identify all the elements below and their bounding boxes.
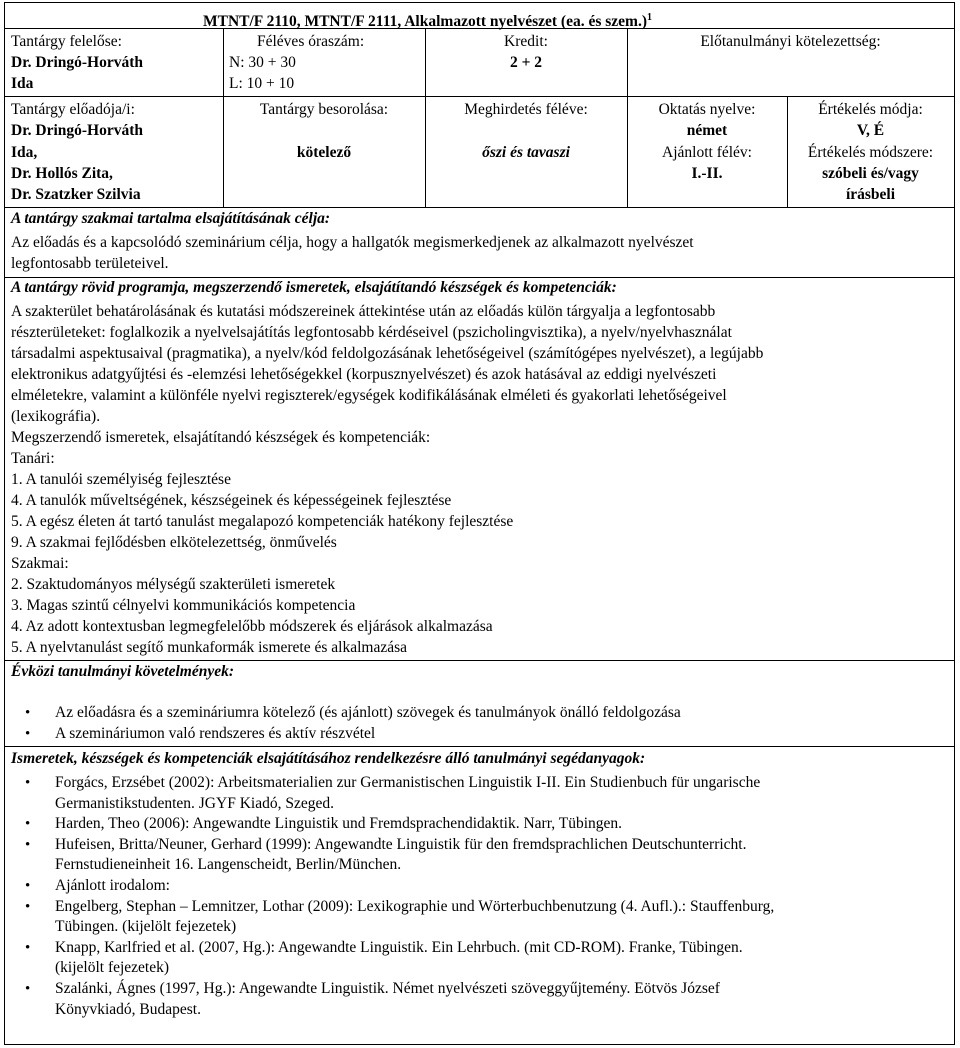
- szakmai-item-3: 4. Az adott kontextusban legmegfelelőbb módszerek és eljárások alkalmazása: [11, 618, 493, 635]
- list-item: [5, 938, 949, 979]
- besorolas-label: Tantárgy besorolása:: [259, 101, 389, 118]
- szakmai-item-2: 3. Magas szintű célnyelvi kommunikációs kompetencia: [11, 597, 356, 614]
- program-line-2: részterületeket: foglalkozik a nyelvelsajátítás legfontosabb kérdéseivel (pszicholingvisztika), a nyelv/nyelvhasználat: [11, 324, 732, 341]
- divider: [5, 96, 954, 97]
- evkozi-item-1: Az előadásra és a szemináriumra kötelező (és ajánlott) szövegek és tanulmányok önálló feldolgozása: [55, 704, 681, 721]
- eloado-label: Tantárgy előadója/i:: [11, 101, 135, 118]
- divider: [5, 746, 954, 747]
- program-line-1: A szakterület behatárolásának és kutatási módszereinek áttekintése után az előadás külön tárgyalja a legfontosabb: [11, 303, 716, 320]
- ajanlott-label: Ajánlott félév:: [662, 144, 752, 161]
- celja-line-2: legfontosabb területeivel.: [11, 255, 169, 272]
- eloado-line-3: Dr. Hollós Zita,: [11, 165, 113, 182]
- ref-line: (kijelölt fejezetek): [55, 959, 170, 977]
- tanari-item-3: 5. A egész életen át tartó tanulást megalapozó kompetenciák hatékony fejlesztése: [11, 513, 514, 530]
- tanari-item-2: 4. A tanulók műveltségének, készségeinek és képességeinek fejlesztése: [11, 492, 452, 509]
- tanari-item-4: 9. A szakmai fejlődésben elkötelezettség, önművelés: [11, 534, 337, 551]
- celja-line-1: Az előadás és a kapcsolódó szeminárium célja, hogy a hallgatók megismerkedjenek az alkalmazott nyelvészet: [11, 234, 694, 251]
- oktatas-value: német: [686, 122, 728, 139]
- bullet-icon: •: [25, 898, 31, 915]
- ref-line: Könyvkiadó, Budapest.: [55, 1000, 201, 1018]
- felelos-label: Tantárgy felelőse:: [11, 33, 122, 50]
- eloado-line-4: Dr. Szatzker Szilvia: [11, 186, 141, 203]
- list-item: [5, 724, 949, 745]
- celja-heading: A tantárgy szakmai tartalma elsajátításának célja:: [11, 210, 331, 227]
- ref-line: Szalánki, Ágnes (1997, Hg.): Angewandte Linguistik. Német nyelvészeti szöveggyűjtemény. Eötvös József: [55, 979, 720, 997]
- besorolas-value: kötelező: [296, 144, 352, 161]
- program-line-3: társadalmi aspektusaival (pragmatika), a nyelv/kód feldolgozásának lehetőségeivel (számítógépes nyelvészet), a legújabb: [11, 345, 764, 362]
- segedanyagok-list: [5, 773, 949, 1020]
- bullet-icon: •: [25, 816, 31, 833]
- bullet-icon: •: [25, 877, 31, 894]
- bullet-icon: •: [25, 705, 31, 721]
- list-item: [5, 897, 949, 938]
- ertekeles-modszere-label: Értékelés módszere:: [807, 144, 934, 161]
- ref-line: Ajánlott irodalom:: [55, 876, 170, 894]
- ajanlott-value: I.-II.: [691, 165, 723, 182]
- ref-line: Forgács, Erzsébet (2002): Arbeitsmaterialien zur Germanistischen Linguistik I-II. Ein Studienbuch für ungarische: [55, 774, 761, 791]
- ref-line: Harden, Theo (2006): Angewandte Linguistik und Fremdsprachendidaktik. Narr, Tübingen.: [55, 815, 623, 833]
- oraszam-label: Féléves óraszám:: [257, 33, 365, 50]
- szakmai-item-1: 2. Szaktudományos mélységű szakterületi ismeretek: [11, 576, 336, 593]
- ref-line: Germanistikstudenten. JGYF Kiadó, Szeged.: [55, 794, 334, 812]
- szakmai-item-4: 5. A nyelvtanulást segítő munkaformák ismerete és alkalmazása: [11, 639, 407, 656]
- course-title-text: MTNT/F 2110, MTNT/F 2111, Alkalmazott nyelvészet (ea. és szem.): [203, 13, 647, 31]
- bullet-icon: •: [25, 775, 31, 791]
- ref-line: Hufeisen, Britta/Neuner, Gerhard (1999): Angewandte Linguistik für den fremdsprachlichen Deutschunterricht.: [55, 835, 747, 853]
- course-title-footnote: 1: [646, 12, 652, 23]
- kompetencia-heading: Megszerzendő ismeretek, elsajátítandó készségek és kompetenciák:: [11, 429, 431, 446]
- ref-line: Engelberg, Stephan – Lemnitzer, Lothar (2009): Lexikographie und Wörterbuchbenutzung (4. Aufl.).: Stauffenburg,: [55, 897, 775, 915]
- meghirdetes-value: őszi és tavaszi: [482, 144, 570, 161]
- eloado-line-1: Dr. Dringó-Horváth: [11, 122, 144, 139]
- evkozi-item-2: A szemináriumon való rendszeres és aktív részvétel: [55, 724, 376, 742]
- oktatas-label: Oktatás nyelve:: [658, 101, 756, 118]
- kredit-label: Kredit:: [504, 33, 548, 50]
- ref-line: Knapp, Karlfried et al. (2007, Hg.): Angewandte Linguistik. Ein Lehrbuch. (mit CD-ROM). Franke, Tübingen.: [55, 938, 743, 956]
- program-line-4: elektronikus adatgyűjtési és -elemzési lehetőségekkel (korpusznyelvészet) és azok hatásával az eddigi nyelvészeti: [11, 366, 717, 383]
- bullet-icon: •: [25, 980, 31, 997]
- program-line-5: elméletekre, valamint a különféle nyelvi regiszterek/egységek kodifikálásának elméleti és gyakorlati lehetőségeivel: [11, 387, 727, 404]
- meghirdetes-label: Meghirdetés féléve:: [464, 101, 588, 118]
- ertekeles-modja-value: V, É: [856, 122, 885, 139]
- tanari-item-1: 1. A tanulói személyiség fejlesztése: [11, 471, 231, 488]
- tanari-label: Tanári:: [11, 450, 55, 467]
- eloado-line-2: Ida,: [11, 144, 38, 161]
- felelos-name-line2: Ida: [11, 75, 34, 92]
- divider: [5, 660, 954, 661]
- bullet-icon: •: [25, 836, 31, 853]
- list-item: [5, 876, 949, 897]
- program-line-6: (lexikográfia).: [11, 408, 101, 425]
- ertekeles-modja-label: Értékelés módja:: [818, 101, 923, 118]
- ref-line: Tübingen. (kijelölt fejezetek): [55, 918, 237, 936]
- list-item: [5, 814, 949, 835]
- list-item: [5, 773, 949, 814]
- elotanulmanyi-label: Előtanulmányi kötelezettség:: [700, 33, 881, 50]
- divider: [223, 28, 224, 96]
- program-heading: A tantárgy rövid programja, megszerzendő ismeretek, elsajátítandó készségek és kompetenciák:: [11, 279, 617, 296]
- evkozi-list: [5, 703, 949, 744]
- divider: [5, 207, 954, 208]
- oraszam-l: L: 10 + 10: [229, 75, 295, 92]
- course-description-table: [4, 2, 955, 1045]
- evkozi-heading: Évközi tanulmányi követelmények:: [11, 663, 235, 680]
- bullet-icon: •: [25, 939, 31, 956]
- ertekeles-modszere-value-1: szóbeli és/vagy: [822, 165, 919, 182]
- list-item: [5, 979, 949, 1020]
- bullet-icon: •: [25, 725, 31, 742]
- felelos-name-line1: Dr. Dringó-Horváth: [11, 54, 144, 71]
- kredit-value: 2 + 2: [509, 54, 543, 71]
- oraszam-n: N: 30 + 30: [229, 54, 296, 71]
- segedanyagok-heading: Ismeretek, készségek és kompetenciák elsajátításához rendelkezésre álló tanulmányi segédanyagok:: [11, 750, 646, 767]
- szakmai-label: Szakmai:: [11, 555, 69, 572]
- list-item: [5, 835, 949, 876]
- divider: [5, 28, 954, 29]
- ref-line: Fernstudieneinheit 16. Langenscheidt, Berlin/München.: [55, 856, 402, 874]
- ertekeles-modszere-value-2: írásbeli: [845, 186, 896, 203]
- list-item: [5, 703, 949, 724]
